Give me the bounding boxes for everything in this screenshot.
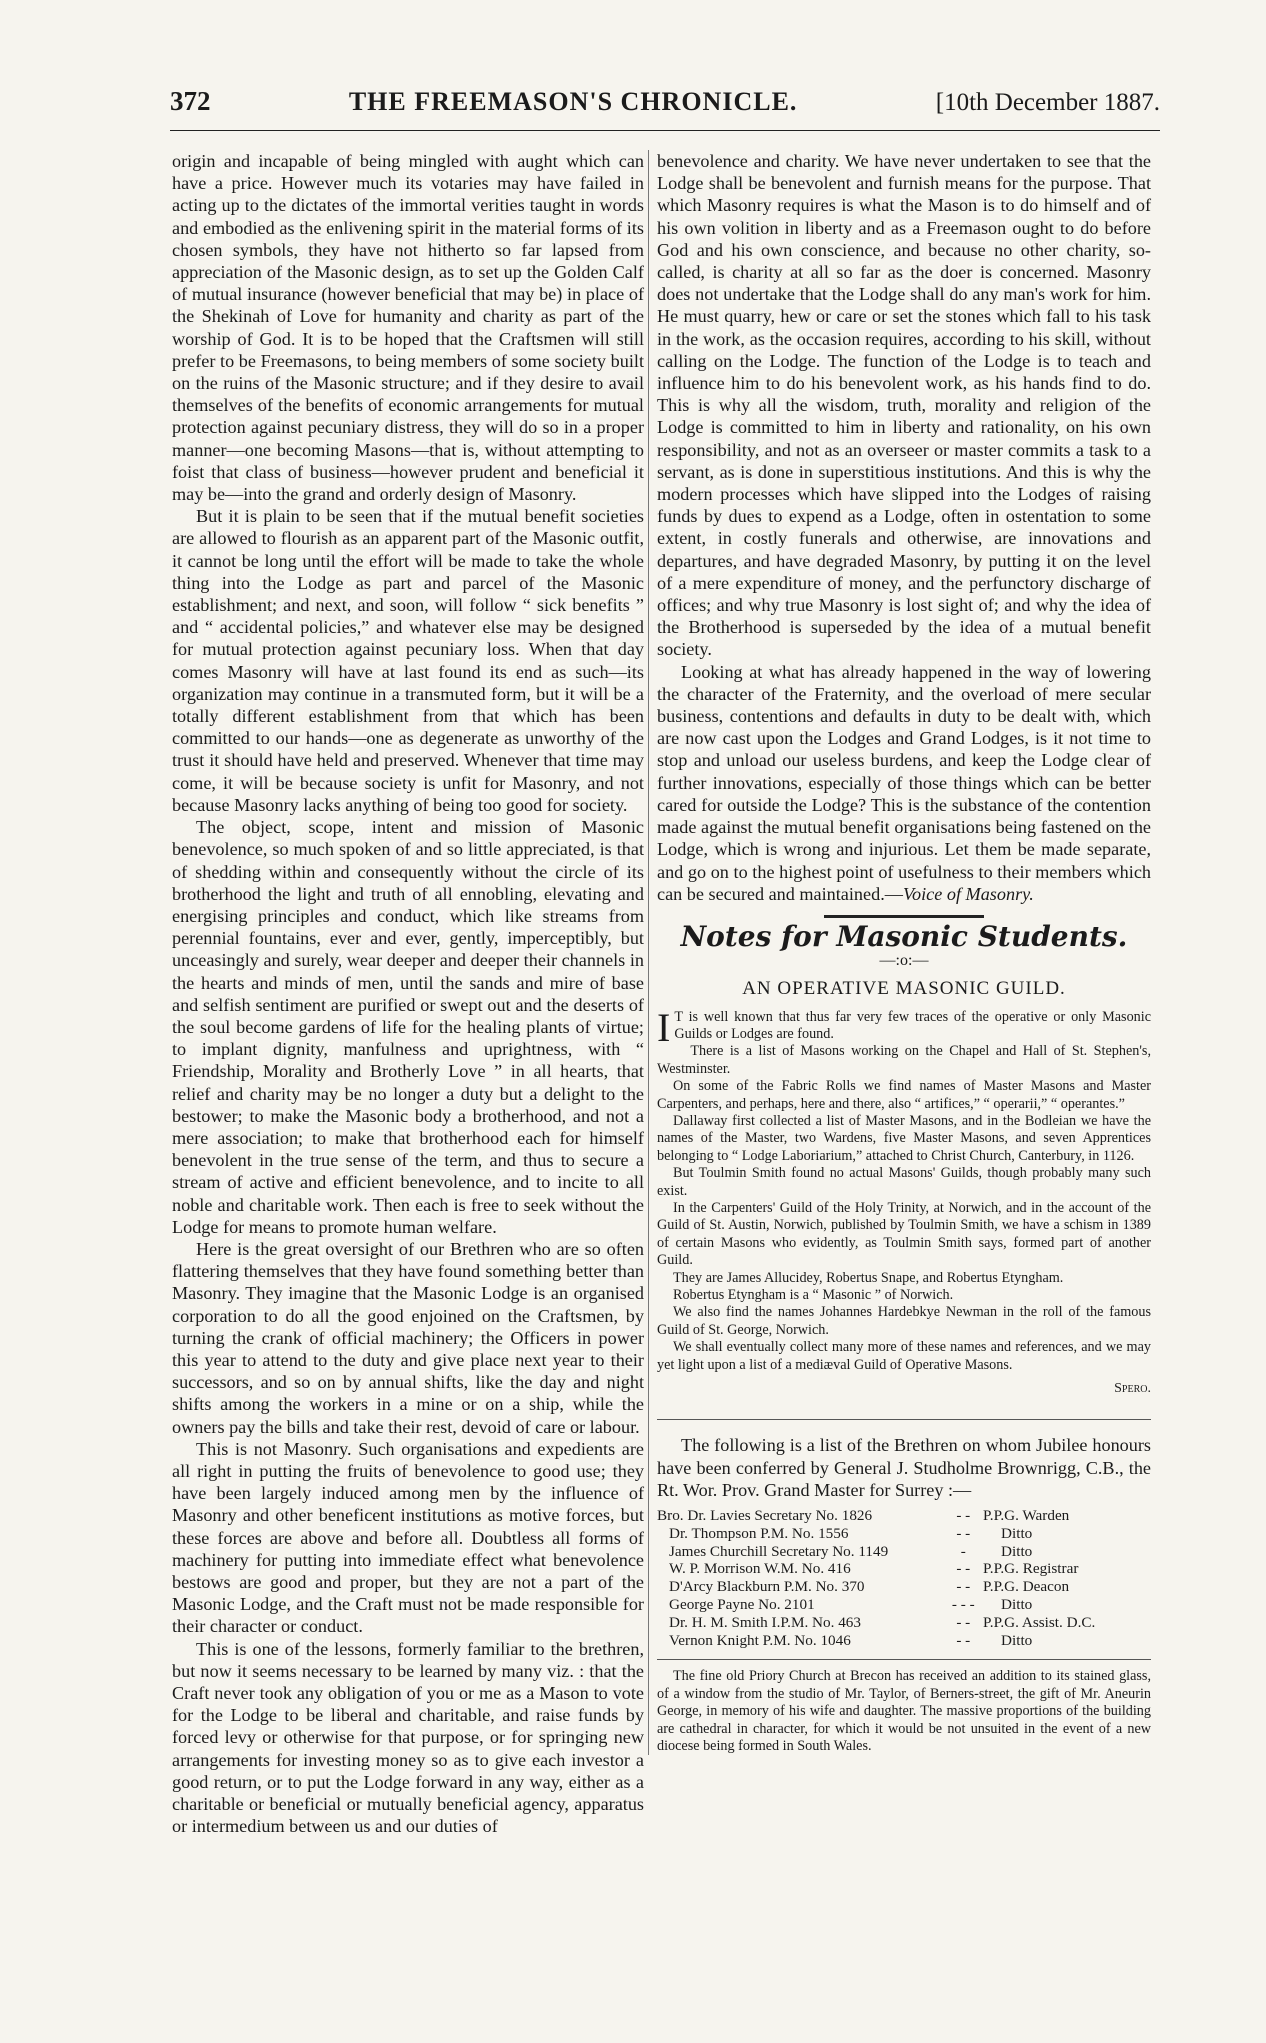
left-paragraph: But it is plain to be seen that if the mutual benefit societies are allowed to flourish as an apparent part of the Masonic outfit, it cannot be long until the effort will be made to take the whole thing into the Lodge as part and parcel of the Masonic establishment; and next, and soon, will follow “ sick benefits ” and “ accidental policies,” and whatever else may be designed for mutual protection against pecuniary loss. When that day comes Masonry will have at last found its end as such—its organization may continue in a transmuted form, but it will be a totally different establishment from that which has been committed to our hands—one as degenerate as unworthy of the trust it should have held and preserved. Whenever that time may come, it will be because society is unfit for Masonry, and not because Masonry lacks anything of being too good for society. [172,506,644,815]
honours-row [657,1525,1151,1543]
running-head [170,86,1160,131]
priory-note [657,1668,1151,1755]
honours-rank: P.P.G. Assist. D.C. [983,1613,1096,1631]
honours-row [657,1560,1151,1578]
honours-rank: P.P.G. Warden [983,1507,1070,1525]
honours-name: Bro. Dr. Lavies Secretary No. 1826 [657,1507,873,1525]
leader-dash: - - [956,1507,971,1525]
honours-row [657,1632,1151,1650]
leader-dash: - - [956,1524,971,1542]
honours-name: Dr. Thompson P.M. No. 1556 [669,1524,849,1542]
leader-dash: - - - [951,1596,975,1614]
guild-paragraph: There is a list of Masons working on the Chapel and Hall of St. Stephen's, Westminster. [657,1043,1151,1077]
honours-rank: Ditto [1001,1596,1033,1614]
issue-date: [10th December 1887. [935,89,1160,116]
honours-intro: The following is a list of the Brethren on whom Jubilee honours have been conferred by General J. Studholme Brownrigg, C.B., the Rt. Wor. Prov. Grand Master for Surrey :— [657,1435,1151,1500]
right-paragraph [657,661,1151,905]
guild-paragraph [657,1004,1151,1050]
page-number: 372 [170,86,211,116]
left-paragraph: origin and incapable of being mingled with aught which can have a price. However much its votaries may have failed in acting up to the dictates of the immortal verities taught in words and embodied as the enlivening spirit in the material forms of its chosen symbols, they have not hitherto so far lapsed from appreciation of the Masonic design, as to set up the Golden Calf of mutual insurance (however beneficial that may be) in place of the Shekinah of Love for humanity and charity as part of the worship of God. It is to be hoped that the Craftsmen will still prefer to be Freemasons, to being members of some society built on the ruins of the Masonic structure; and if they desire to avail themselves of the benefits of economic arrangements for mutual protection against pecuniary distress, they will do so in a proper manner—one becoming Masons—that is, without attempting to foist that class of business—however prudent and beneficial it may be—into the grand and orderly design of Masonry. [172,151,644,505]
honours-row [657,1543,1151,1561]
honours-row [657,1507,1151,1525]
guild-paragraph: But Toulmin Smith found no actual Masons' Guilds, though probably many such exist. [657,1165,1151,1199]
guild-paragraph: We shall eventually collect many more of these names and references, and we may yet light upon a list of a mediæval Guild of Operative Masons. [657,1339,1151,1373]
honours-rank: P.P.G. Deacon [983,1578,1070,1596]
honours-name: James Churchill Secretary No. 1149 [669,1542,889,1560]
honours-rank: Ditto [1001,1524,1033,1542]
article-source: Voice of Masonry. [902,883,1034,904]
honours-name: Vernon Knight P.M. No. 1046 [669,1631,851,1649]
guild-paragraph: Dallaway first collected a list of Master Masons, and in the Bodleian we have the names of the Master, two Wardens, five Master Masons, and seven Apprentices belonging to “ Lodge Laboriarium,” attached to Christ Church, Canterbury, in 1126. [657,1112,1151,1164]
section-rule [824,915,984,918]
left-paragraph: Here is the great oversight of our Brethren who are so often flattering themselves that they have found something better than Masonry. They imagine that the Masonic Lodge is an organised corporation to do all the good enjoined on the Craftsmen, by turning the crank of official machinery; the Officers in power this year to attend to the duty and give place next year to their successors, and so on by annual shifts, like the day and night shifts among the workers in a mine or on a ship, while the owners pay the bills and take their rest, devoid of care or labour. [172,1238,644,1437]
honours-row [657,1614,1151,1632]
honours-rank: P.P.G. Registrar [983,1560,1079,1578]
guild-paragraph-text: T is well known that thus far very few traces of the operative or only Masonic Guilds or Lodges are found. [674,1008,1151,1042]
honours-list [657,1507,1151,1649]
honours-name: D'Arcy Blackburn P.M. No. 370 [669,1578,865,1596]
guild-paragraph: On some of the Fabric Rolls we find names of Master Masons and Master Carpenters, and perhaps, here and there, also “ artifices,” “ operarii,” “ operantes.” [657,1078,1151,1112]
honours-rank: Ditto [1001,1542,1033,1560]
leader-dash: - - [956,1578,971,1596]
right-paragraph: benevolence and charity. We have never undertaken to see that the Lodge shall be benevolent and furnish means for the purpose. That which Masonry requires is what the Mason is to do himself and of his own volition in liberty and as a Freemason ought to do before God and his own conscience, and because no other charity, so-called, is charity at all so far as the doer is concerned. Masonry does not undertake that the Lodge shall do any man's work for him. He must quarry, hew or care or set the stones which fall to his task in the work, as the occasion requires, according to his skill, without calling on the Lodge. The function of the Lodge is to teach and influence him to do his benevolent work, as his hands find to do. This is why all the wisdom, truth, morality and religion of the Lodge is committed to him in liberty and rationality, on his own responsibility, and not as an overseer or master commits a task to a servant, as is done in superstitious institutions. And this is why the modern processes which have slipped into the Lodges of raising funds by dues to expend as a Lodge, often in ostentation to some extent, in costly funerals and otherwise, are innovations and departures, and have degraded Masonry, by putting it on the level of a mere expenditure of money, and the perfunctory discharge of offices; and why true Masonry is lost sight of; and why the idea of the Brotherhood is superseded by the idea of a mutual benefit society. [657,151,1151,660]
leader-dash: - [960,1542,966,1560]
drop-cap: I [657,1004,671,1050]
honours-row [657,1596,1151,1614]
honours-name: George Payne No. 2101 [669,1596,815,1614]
left-paragraph: This is not Masonry. Such organisations and expedients are all right in putting the fruits of benevolence to good use; they have been largely induced among men by the influence of Masonry and other beneficent institutions as motive forces, but these forces are above and before all. Doubtless all forms of machinery for putting into immediate effect what benevolence bestows are good and proper, but they are not a part of the Masonic Lodge, and the Craft must not be made responsible for their character or conduct. [172,1438,644,1637]
publication-title: THE FREEMASON'S CHRONICLE. [348,87,798,116]
signature: Spero. [1114,1381,1151,1397]
left-paragraph: This is one of the lessons, formerly familiar to the brethren, but now it seems necessary to be learned by many viz. : that the Craft never took any obligation of you or me as a Mason to vote for the Lodge to be liberal and charitable, and raise funds by forced levy or otherwise for that purpose, or for springing new arrangements for investing money so as to give each investor a good return, or to put the Lodge forward in any way, either as a charitable or beneficial or mutually beneficial agency, apparatus or intermedium between us and our duties of [172,1638,644,1837]
honours-rank: Ditto [1001,1631,1033,1649]
guild-paragraph: In the Carpenters' Guild of the Holy Trinity, at Norwich, and in the account of the Guild of St. Austin, Norwich, published by Toulmin Smith, we have a schism in 1389 of certain Masons who evidently, as Toulmin Smith says, formed part of another Guild. [657,1199,1151,1269]
divider [657,1419,1151,1420]
priory-paragraph: The fine old Priory Church at Brecon has received an addition to its stained glass, of a window from the studio of Mr. Taylor, of Berners-street, the gift of Mr. Aneurin George, in memory of his wife and daughter. The massive proportions of the building are cathedral in character, for which it would be not unsuited in the event of a new diocese being formed in South Wales. [657,1668,1151,1755]
right-paragraph-text: Looking at what has already happened in the way of lowering the character of the Fraternity, and the overload of mere secular business, contentions and defaults in duty to be dealt with, which are now cast upon the Lodges and Grand Lodges, is it not time to stop and unload our useless burdens, and keep the Lodge clear of further innovations, especially of those things which can be better cared for outside the Lodge? This is the substance of the contention made against the mutual benefit organisations being fastened on the Lodge, which is wrong and injurious. Let them be made separate, and go on to the highest point of usefulness to their members which can be secured and maintained.— [657,661,1151,904]
leader-dash: - - [956,1631,971,1649]
honours-name: Dr. H. M. Smith I.P.M. No. 463 [669,1613,861,1631]
honours-row [657,1578,1151,1596]
honours-name: W. P. Morrison W.M. No. 416 [669,1560,851,1578]
section-title: Notes for Masonic Students. [680,919,1128,953]
leader-dash: - - [956,1613,971,1631]
guild-article [657,1004,1151,1398]
left-column [172,150,644,1837]
guild-paragraph: Robertus Etyngham is a “ Masonic ” of Norwich. [673,1287,954,1304]
divider [657,1659,1151,1660]
guild-title: AN OPERATIVE MASONIC GUILD. [742,978,1066,1000]
guild-paragraph: They are James Allucidey, Robertus Snape, and Robertus Etyngham. [673,1269,1064,1286]
ornament: —:o:— [879,952,929,970]
leader-dash: - - [956,1560,971,1578]
right-column [648,150,1151,1755]
guild-paragraph: We also find the names Johannes Hardebkye Newman in the roll of the famous Guild of St. George, Norwich. [657,1304,1151,1338]
left-paragraph: The object, scope, intent and mission of Masonic benevolence, so much spoken of and so little appreciated, is that of shedding within and consequently without the circle of its brotherhood the light and truth of all ennobling, elevating and energising principles and conduct, which like streams from perennial fountains, ever and ever, gently, imperceptibly, but unceasingly and surely, wear deeper and deeper their channels in the hearts and minds of men, until the sands and mire of base and selfish sentiment are purified or swept out and the deserts of the soul become gardens of life for the healing plants of virtue; to implant dignity, manfulness and uprightness, with “ Friendship, Morality and Brotherly Love ” in all hearts, that relief and charity may be no longer a duty but a delight to the bestower; to make the Masonic body a brotherhood, and not a mere association; to make that brotherhood each for himself benevolent in the true sense of the term, and thus to secure a stream of active and efficient benevolence, and to incite to all noble and charitable work. Then each is free to seek without the Lodge for means to promote human welfare. [172,817,644,1237]
